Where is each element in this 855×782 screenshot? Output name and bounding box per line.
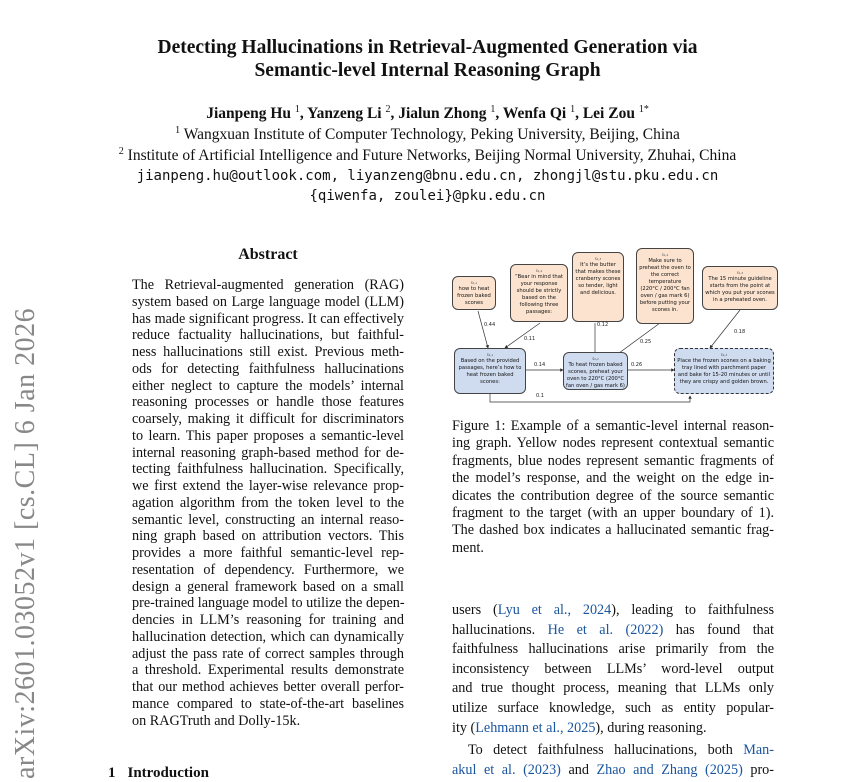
author-list: Jianpeng Hu $^1$, Yanzeng Li $^2$, Jialun Zhong $^1$, Wenfa Qi $^1$, Lei Zou $^{1*}$: [206, 104, 649, 123]
abstract-line: The Retrieval-augmented generation (RAG): [132, 277, 404, 293]
caption-line: fragment to the target (with an upper boundary of 1).: [452, 505, 774, 522]
node-text: It’s the butter that makes these cranberry scones so tender, light and delicious.: [575, 262, 621, 296]
abstract-line: hallucination detection, which can dynamically: [132, 628, 404, 645]
edge-weight: 0.44: [484, 322, 496, 328]
caption-line: dicates the contribution degree of the source semantic: [452, 487, 774, 504]
author-sup: 1*: [638, 104, 649, 115]
node-text: Place the frozen scones on a baking tray lined with parchment paper and bake for 15-20 minutes or until they are crispy and golden brown.: [677, 358, 771, 385]
figure-caption: [452, 418, 774, 557]
abstract-line: on RAGTruth and Dolly-15k.: [132, 712, 301, 729]
abstract-line: ness hallucinations still exist. Previous meth-: [132, 344, 404, 360]
edge-weight: 0.25: [640, 339, 652, 345]
body-line: inconsistency between LLMs’ word-level output: [452, 660, 774, 677]
abstract-line: either neglect to capture the models’ internal: [132, 377, 404, 394]
edge-r1-r3: [490, 394, 690, 402]
caption-line: ment.: [452, 539, 484, 556]
caption-line: the model’s response, and the weight on the edge in-: [452, 470, 774, 487]
response-node: [563, 352, 628, 390]
node-id: s₁,₄: [661, 252, 669, 257]
citation-link[interactable]: He et al. (2022): [547, 621, 664, 638]
affiliation-2: [0, 146, 855, 165]
abstract-line: to learn. This paper proposes a semantic-level: [132, 427, 404, 444]
author-name: Lei Zou: [582, 105, 635, 123]
body-line: faithfulness hallucinations arise primarily from the: [452, 641, 774, 658]
abstract-line: reduce factuality hallucinations, but faithful-: [132, 327, 404, 344]
title-line-2: Semantic-level Internal Reasoning Graph: [254, 60, 601, 81]
caption-line: Figure 1: Example of a semantic-level internal reason-: [452, 418, 774, 434]
node-id: s₂,₁: [486, 352, 494, 357]
abstract-line: dencies in LLM’s reasoning for training and: [132, 612, 404, 628]
paper-title: [0, 36, 855, 82]
node-id: s₁,₅: [736, 270, 744, 275]
intro-body-right-column: [452, 601, 774, 780]
abstract-line: design a general framework based on a small: [132, 578, 404, 595]
context-node: [452, 276, 496, 310]
context-node: [636, 248, 694, 324]
node-text: Make sure to preheat the oven to the correct temperature (220°C / 200°C fan oven / gas mark 6) before putting your scones in.: [639, 258, 691, 313]
node-text: “Bear in mind that your response should be strictly based on the following three passages:: [515, 274, 563, 315]
abstract-line: pre-trained language model to utilize the depen-: [132, 595, 405, 612]
reasoning-graph-figure: [450, 248, 780, 408]
abstract-line: a threshold. Experimental results demonstrate: [132, 662, 404, 679]
edge-weight: 0.1: [536, 393, 544, 399]
author-name: Wenfa Qi: [502, 105, 567, 123]
abstract-line: coarsely, making it difficult for discriminators: [132, 411, 404, 427]
edge-weight: 0.26: [631, 362, 643, 368]
text-run: and: [560, 761, 597, 778]
author-sup: 1: [490, 104, 496, 115]
context-node: [510, 264, 568, 322]
abstract-line: ning graph based on attribution vectors. This: [132, 528, 404, 545]
abstract-line: agation algorithm from the token level to the: [132, 494, 404, 511]
affiliation-1: [0, 125, 855, 144]
affiliation-text: Institute of Artificial Intelligence and Future Networks, Beijing Normal University, Zhuhai, China: [127, 147, 737, 165]
edge-weight: 0.11: [524, 336, 536, 342]
node-id: s₁,₁: [470, 280, 478, 285]
text-run: To detect faithfulness hallucinations, both: [468, 742, 744, 759]
body-line: [452, 741, 774, 761]
abstract-line: we first extend the layer-wise relevance prop-: [132, 478, 404, 494]
body-line: [452, 761, 774, 781]
citation-link[interactable]: akul et al. (2023): [452, 761, 561, 778]
citation-link[interactable]: Lehmann et al., 2025: [475, 719, 596, 736]
affiliation-text: Wangxuan Institute of Computer Technology, Peking University, Beijing, China: [183, 126, 680, 144]
caption-line: The dashed box indicates a hallucinated semantic frag-: [452, 522, 774, 539]
author-sup: 2: [385, 104, 391, 115]
author-name: Jianpeng Hu: [206, 105, 292, 123]
email-line-2: {qiwenfa, zoulei}@pku.edu.cn: [309, 188, 546, 204]
affiliation-sup: 1: [175, 125, 181, 136]
abstract-body: [132, 277, 404, 729]
citation-link[interactable]: Zhao and Zhang (2025): [596, 761, 743, 778]
node-text: how to heat frozen baked scones: [457, 286, 491, 306]
section-heading-introduction: [108, 765, 209, 782]
text-run: ), leading to faithfulness: [611, 602, 774, 618]
section-title: Introduction: [127, 765, 209, 781]
body-line: [452, 719, 774, 739]
abstract-line: adjust the pass rate of correct samples through: [132, 645, 404, 662]
abstract-line: ods for detecting faithfulness hallucinations: [132, 360, 404, 377]
edge-weight: 0.18: [734, 329, 746, 335]
edge-c1-r1: [478, 311, 488, 348]
node-id: s₂,₃: [720, 352, 728, 357]
abstract-line: has made significant progress. It can effectively: [132, 310, 404, 327]
abstract-heading: Abstract: [238, 246, 298, 263]
section-number: 1: [108, 765, 116, 781]
body-line: utilize surface knowledge, such as entity popular-: [452, 699, 774, 716]
abstract-line: provides a more faithful semantic-level rep-: [132, 545, 404, 561]
body-line: [452, 621, 774, 641]
body-line: and true thought process, meaning that LLMs only: [452, 680, 774, 697]
abstract-line: system based on Large language model (LLM): [132, 293, 404, 310]
abstract-line: tecting faithfulness hallucination. Specifically,: [132, 461, 404, 478]
citation-link[interactable]: Man-: [743, 742, 774, 759]
title-line-1: Detecting Hallucinations in Retrieval-Augmented Generation via: [157, 37, 698, 58]
node-text: To heat frozen baked scones, preheat your oven to 220°C (200°C fan oven / gas mark 6): [566, 362, 625, 389]
caption-line: fragments, blue nodes represent semantic fragments of: [452, 452, 774, 469]
author-name: Yanzeng Li: [307, 105, 382, 123]
text-run: has found that: [663, 621, 774, 638]
node-id: s₁,₂: [535, 268, 543, 273]
body-line: [452, 601, 774, 621]
edge-weight: 0.14: [534, 362, 546, 368]
text-run: pro-: [742, 761, 774, 778]
text-run: hallucinations.: [452, 621, 548, 638]
node-text: The 15 minute guideline starts from the point at which you put your scones in a preheated oven.: [705, 276, 775, 303]
abstract-line: reasoning processes or handle those features: [132, 394, 404, 411]
abstract-line: resentation of dependency. Furthermore, we: [132, 561, 404, 578]
response-node: [454, 348, 526, 394]
text-run: users (: [452, 602, 498, 618]
affiliation-sup: 2: [118, 146, 124, 157]
author-name: Jialun Zhong: [398, 105, 487, 123]
author-sup: 1: [294, 104, 300, 115]
hallucinated-response-node: [674, 348, 774, 394]
node-id: s₂,₂: [592, 356, 599, 361]
author-sup: 1: [570, 104, 576, 115]
citation-link[interactable]: Lyu et al., 2024: [497, 602, 612, 618]
email-line-1: jianpeng.hu@outlook.com, liyanzeng@bnu.edu.cn, zhongjl@stu.pku.edu.cn: [136, 168, 719, 184]
context-node: [702, 266, 778, 310]
node-id: s₁,₃: [594, 256, 602, 261]
context-node: [572, 252, 624, 322]
node-text: Based on the provided passages, here’s how to heat frozen baked scones:: [458, 358, 522, 385]
edge-weight: 0.12: [597, 322, 609, 328]
text-run: ), during reasoning.: [595, 719, 707, 736]
abstract-line: mance compared to state-of-the-art baselines: [132, 695, 404, 712]
caption-line: ing graph. Yellow nodes represent contextual semantic: [452, 435, 774, 452]
arxiv-sidebar-id: arXiv:2601.03052v1 [cs.CL] 6 Jan 2026: [10, 307, 41, 779]
text-run: ity (: [452, 719, 476, 736]
abstract-line: semantic level, constructing an internal reaso-: [132, 511, 404, 528]
abstract-line: internal reasoning graph-based method for de-: [132, 444, 404, 461]
abstract-line: that our method achieves better overall perfor-: [132, 679, 404, 695]
